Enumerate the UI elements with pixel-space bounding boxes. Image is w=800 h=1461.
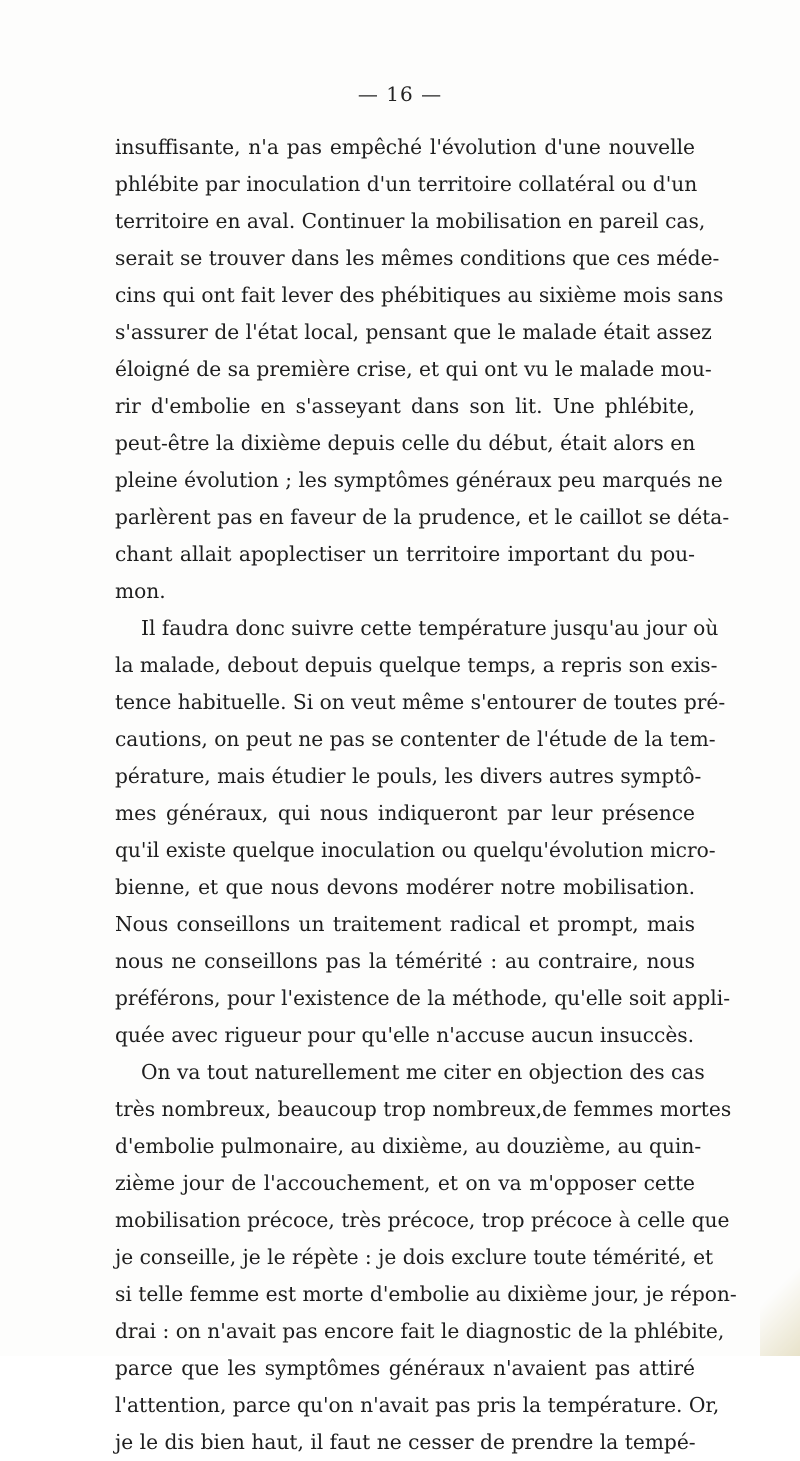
page-number: — 16 — [357, 82, 443, 106]
text-line: Nous conseillons un traitement radical et prompt, mais [115, 912, 695, 936]
text-line: cautions, on peut ne pas se contenter de l'étude de la tem- [115, 727, 716, 751]
text-line: pérature, mais étudier le pouls, les divers autres symptô- [115, 764, 702, 788]
text-line: cins qui ont fait lever des phébitiques au sixième mois sans [115, 283, 724, 307]
text-line: s'assurer de l'état local, pensant que le malade était assez [115, 320, 712, 344]
text-line: l'attention, parce qu'on n'avait pas pris la température. Or, [115, 1393, 720, 1417]
paragraph-start-line: Il faudra donc suivre cette température jusqu'au jour où [141, 616, 719, 640]
text-line: d'embolie pulmonaire, au dixième, au douzième, au quin- [115, 1134, 702, 1158]
text-line: serait se trouver dans les mêmes conditions que ces méde- [115, 246, 720, 270]
paper-stain [760, 1246, 800, 1356]
text-line: parce que les symptômes généraux n'avaient pas attiré [115, 1356, 695, 1380]
text-line: pleine évolution ; les symptômes généraux peu marqués ne [115, 468, 723, 492]
text-line: zième jour de l'accouchement, et on va m'opposer cette [115, 1171, 695, 1195]
text-line: phlébite par inoculation d'un territoire collatéral ou d'un [115, 172, 698, 196]
text-line: mes généraux, qui nous indiqueront par leur présence [115, 801, 695, 825]
text-line: nous ne conseillons pas la témérité : au contraire, nous [115, 949, 695, 973]
paragraph-end-line: mon. [115, 579, 166, 603]
text-line: je le dis bien haut, il faut ne cesser de prendre la tempé- [115, 1430, 696, 1454]
text-line: chant allait apoplectiser un territoire important du pou- [115, 542, 695, 566]
text-line: très nombreux, beaucoup trop nombreux,de femmes mortes [115, 1097, 732, 1121]
paragraph-end-line: quée avec rigueur pour qu'elle n'accuse aucun insuccès. [115, 1023, 695, 1047]
text-line: la malade, debout depuis quelque temps, a repris son exis- [115, 653, 718, 677]
text-line: je conseille, je le répète : je dois exclure toute témérité, et [115, 1245, 714, 1269]
text-line: insuffisante, n'a pas empêché l'évolution d'une nouvelle [115, 135, 695, 159]
text-line: parlèrent pas en faveur de la prudence, et le caillot se déta- [115, 505, 730, 529]
text-line: qu'il existe quelque inoculation ou quelqu'évolution micro- [115, 838, 716, 862]
text-line: tence habituelle. Si on veut même s'entourer de toutes pré- [115, 690, 726, 714]
text-line: préférons, pour l'existence de la méthode, qu'elle soit appli- [115, 986, 731, 1010]
text-line: si telle femme est morte d'embolie au dixième jour, je répon- [115, 1282, 737, 1306]
text-line: rir d'embolie en s'asseyant dans son lit. Une phlébite, [115, 394, 695, 418]
body-text [115, 129, 737, 1461]
text-line: drai : on n'avait pas encore fait le diagnostic de la phlébite, [115, 1319, 725, 1343]
text-line: mobilisation précoce, très précoce, trop précoce à celle que [115, 1208, 730, 1232]
paragraph-start-line: On va tout naturellement me citer en objection des cas [141, 1060, 705, 1084]
text-line: territoire en aval. Continuer la mobilisation en pareil cas, [115, 209, 706, 233]
text-line: peut-être la dixième depuis celle du début, était alors en [115, 431, 696, 455]
text-line: éloigné de sa première crise, et qui ont vu le malade mou- [115, 357, 712, 381]
text-line: bienne, et que nous devons modérer notre mobilisation. [115, 875, 695, 899]
